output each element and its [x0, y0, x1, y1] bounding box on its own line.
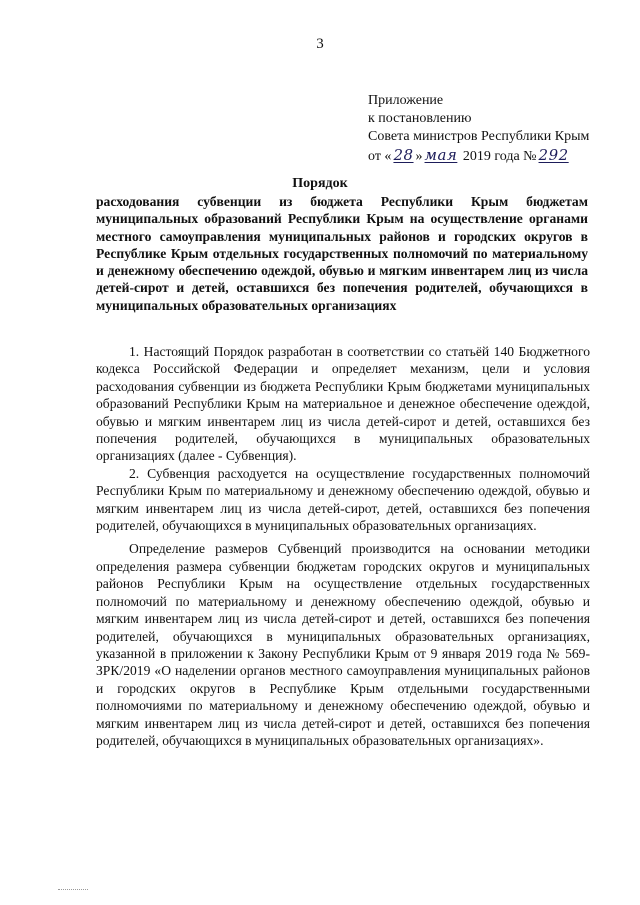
handwritten-number: 292 [538, 146, 569, 164]
appendix-title: Приложение [368, 93, 444, 108]
paragraph-3: Определение размеров Субвенций производится на основании методики определения размера субвенции бюджетам городских округов и муниципальных районов Республики Крым на осуществление отдельных государственных полномочий по материальному и денежному обеспечению одеждой, обувью и мягким инвентарем лиц из числа детей-сирот и детей, оставшихся без попечения родителей, обучающихся в муниципальных образовательных организациях, указанной в приложении к Закону Республики Крым от 9 января 2019 года № 569-ЗРК/2019 «О наделении органов местного самоуправления муниципальных районов и городских округов в Республике Крым отдельными государственными полномочиями по материальному и денежному обеспечению одеждой, обувью и мягким инвентарем лиц из числа детей-сирот и детей, оставшихся без попечения родителей, обучающихся в муниципальных образовательных организациях». [96, 541, 590, 748]
document-subtitle: расходования субвенции из бюджета Республики Крым бюджетам муниципальных образований Республики Крым на осуществление органами местного самоуправления муниципальных районов и городских округов в Республике Крым отдельных государственных полномочий по материальному и денежному обеспечению одеждой, обувью и мягким инвентарем лиц из числа детей-сирот и детей, оставшихся без попечения родителей, обучающихся в муниципальных образовательных организациях [96, 194, 588, 313]
document-heading: Порядок [292, 176, 348, 191]
document-body [96, 343, 590, 749]
appendix-date-line [368, 146, 589, 166]
handwritten-month: мая [424, 146, 458, 164]
page-number: 3 [316, 36, 324, 52]
date-year: 2019 года [462, 149, 520, 164]
appendix-block [368, 92, 589, 166]
appendix-resolution-ref: к постановлению [368, 111, 472, 126]
paragraph-2: 2. Субвенция расходуется на осуществление государственных полномочий Республики Крым по материальному и денежному обеспечению одеждой, обувью и мягким инвентарем лиц из числа детей-сирот, детей, оставшихся без попечения родителей, обучающихся в муниципальных образовательных организациях. [96, 465, 590, 534]
date-prefix: от « [368, 149, 392, 164]
footer-mark [58, 889, 88, 892]
date-separator: » [415, 149, 423, 164]
number-label: № [523, 149, 537, 164]
paragraph-1: 1. Настоящий Порядок разработан в соответствии со статьёй 140 Бюджетного кодекса Российской Федерации и определяет механизм, цели и условия расходования субвенции из бюджета Республики Крым бюджетами муниципальных образований Республики Крым на материальное и денежное обеспечение одеждой, обувью и мягким инвентарем лиц из числа детей-сирот и детей, оставшихся без попечения родителей, обучающихся в муниципальных образовательных организациях (далее - Субвенция). [96, 344, 590, 464]
handwritten-day: 28 [393, 146, 414, 164]
appendix-issuer: Совета министров Республики Крым [368, 129, 590, 144]
